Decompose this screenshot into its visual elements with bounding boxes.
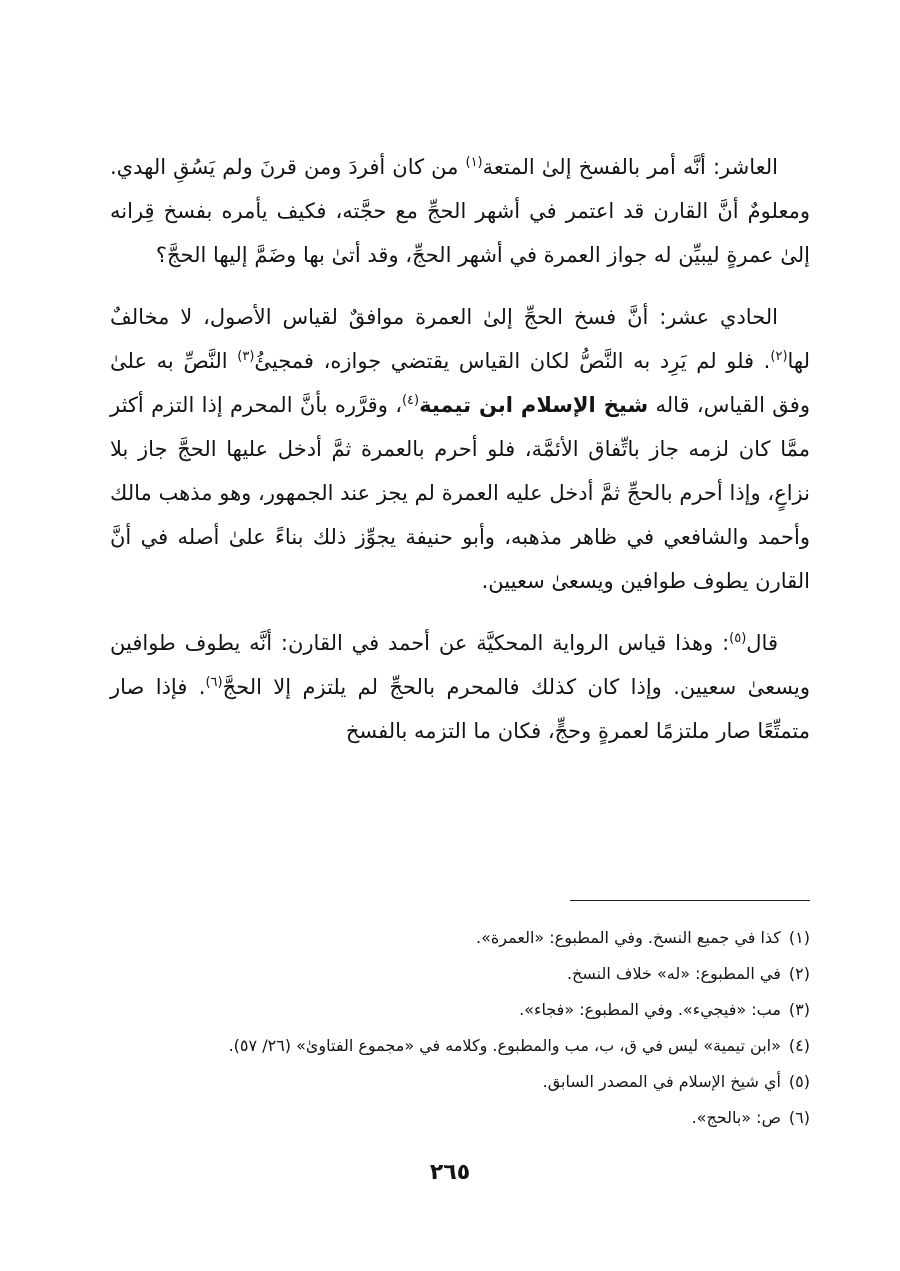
text-segment: من كان أفردَ ومن قرنَ ولم يَسُقِ الهدي. ومعلومٌ أنَّ القارن قد اعتمر في أشهر الحجِّ مع حجَّته، فكيف يأمره بفسخ قِرانه إلىٰ عمرةٍ ليبيِّن له جواز العمرة في أشهر الحجِّ، وقد أتىٰ بها وضَمَّ إليها الحجَّ؟	[110, 155, 810, 267]
text-segment: ، وقرَّره بأنَّ المحرم إذا التزم أكثر ممَّا كان لزمه جاز باتِّفاق الأئمَّة، فلو أحرم بالعمرة ثمَّ أدخل عليها الحجَّ جاز بلا نزاعٍ، وإذا أحرم بالحجِّ ثمَّ أدخل عليه العمرة لم يجز عند الجمهور، وهو مذهب مالك وأحمد والشافعي في ظاهر مذهبه، وأبو حنيفة يجوِّز ذلك بناءً علىٰ أصله في أنَّ القارن يطوف طوافين ويسعىٰ سعيين.	[110, 393, 810, 593]
footnote-text: في المطبوع: «له» خلاف النسخ.	[566, 964, 781, 983]
footnote-item	[120, 1028, 810, 1064]
bold-name: شيخ الإسلام ابن تيمية	[419, 393, 649, 417]
footnote-text: أي شيخ الإسلام في المصدر السابق.	[542, 1072, 781, 1091]
text-segment: . فإذا صار متمتِّعًا صار ملتزمًا لعمرةٍ وحجٍّ، فكان ما التزمه بالفسخ	[110, 675, 810, 743]
text-segment: : وهذا قياس الرواية المحكيَّة عن أحمد في القارن: أنَّه يطوف طوافين ويسعىٰ سعيين. وإذا كان كذلك فالمحرم بالحجِّ لم يلتزم إلا الحجَّ	[110, 631, 810, 699]
footnote-item	[120, 1100, 810, 1136]
footnote-text: كذا في جميع النسخ. وفي المطبوع: «العمرة».	[476, 928, 781, 947]
footnote-number: (٣)	[788, 1000, 810, 1019]
text-segment: النَّصِّ به علىٰ وفق القياس، قاله	[110, 349, 810, 417]
main-text	[110, 145, 810, 771]
footnote-ref[interactable]: (١)	[465, 155, 483, 170]
text-segment: الحادي عشر: أنَّ فسخ الحجِّ إلىٰ العمرة موافقٌ لقياس الأصول، لا مخالفٌ لها	[110, 305, 810, 373]
page-number: ٢٦٥	[429, 1160, 471, 1185]
footnote-number: (١)	[788, 928, 810, 947]
footnote-item	[120, 1064, 810, 1100]
footnote-item	[120, 956, 810, 992]
footnote-number: (٤)	[788, 1036, 810, 1055]
footnote-ref[interactable]: (٢)	[770, 349, 788, 364]
footnote-text: ص: «بالحج».	[691, 1108, 781, 1127]
footnote-ref[interactable]: (٣)	[237, 349, 255, 364]
paragraph-1	[110, 145, 810, 277]
footnote-ref[interactable]: (٥)	[729, 631, 747, 646]
footnotes-list	[120, 920, 810, 1136]
paragraph-2	[110, 295, 810, 603]
footnote-text: مب: «فيجيء». وفي المطبوع: «فجاء».	[519, 1000, 781, 1019]
footnote-number: (٥)	[788, 1072, 810, 1091]
footnote-number: (٢)	[788, 964, 810, 983]
footnote-ref[interactable]: (٤)	[401, 393, 420, 408]
footnote-item	[120, 920, 810, 956]
footnote-item	[120, 992, 810, 1028]
footnote-ref[interactable]: (٦)	[205, 675, 223, 690]
text-segment: العاشر: أنَّه أمر بالفسخ إلىٰ المتعة	[482, 155, 778, 179]
text-segment: قال	[746, 631, 778, 655]
footnote-number: (٦)	[788, 1108, 810, 1127]
text-segment: . فلو لم يَرِد به النَّصُّ لكان القياس يقتضي جوازه، فمجيئُ	[254, 349, 771, 373]
footnote-separator	[570, 900, 810, 901]
paragraph-3	[110, 621, 810, 753]
footnote-text: «ابن تيمية» ليس في ق، ب، مب والمطبوع. وكلامه في «مجموع الفتاوىٰ» (٢٦/ ٥٧).	[228, 1036, 781, 1055]
